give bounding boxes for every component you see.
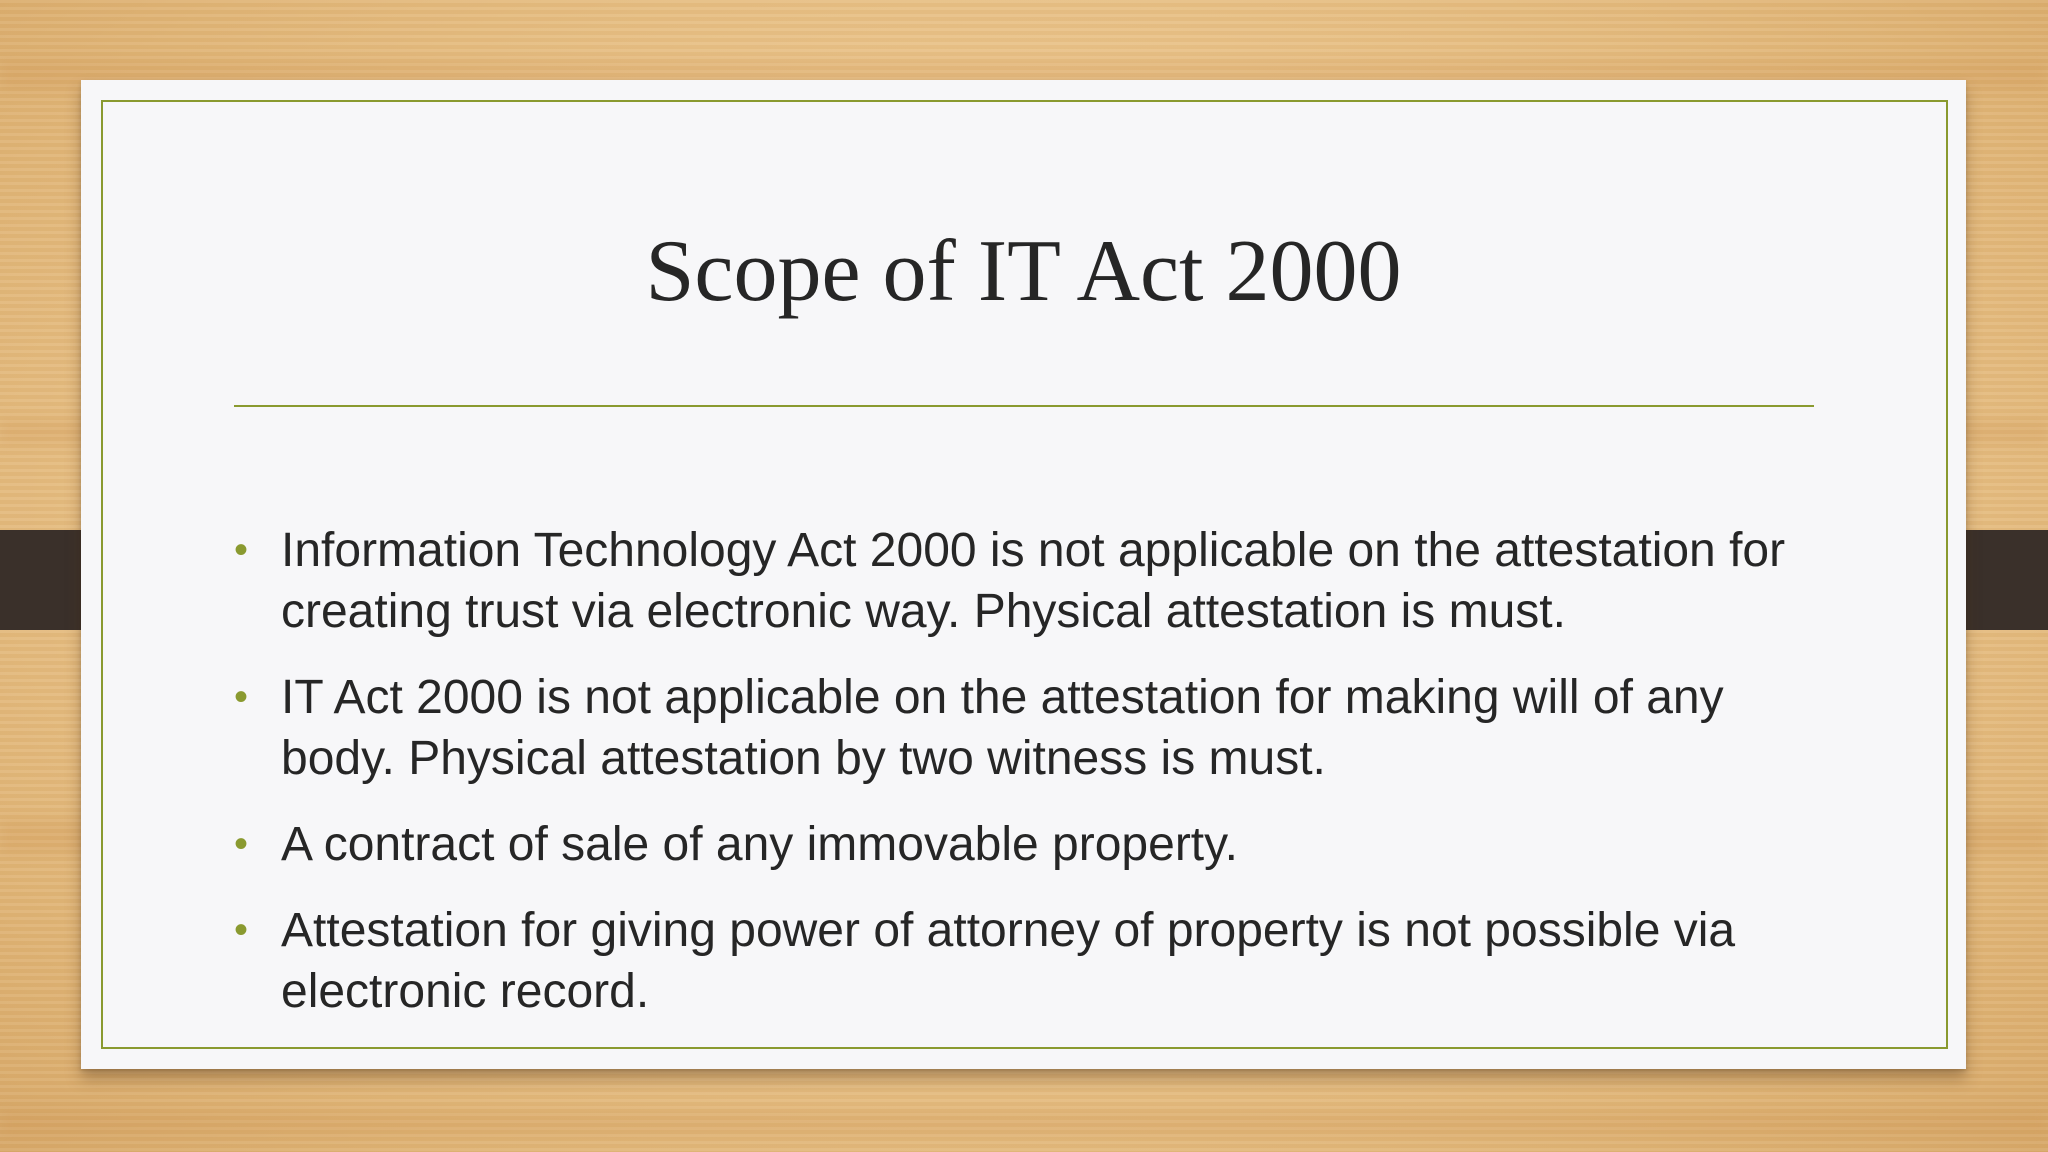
bullet-list: [234, 520, 1834, 1047]
bullet-item: [234, 814, 1834, 875]
bullet-item: [234, 900, 1834, 1022]
bullet-text: Information Technology Act 2000 is not applicable on the attestation for creating trust via electronic way. Physical attestation is must.: [281, 524, 1786, 638]
bullet-icon: •: [234, 675, 249, 719]
bullet-item: [234, 667, 1834, 789]
bullet-icon: •: [234, 528, 249, 572]
bullet-icon: •: [234, 908, 249, 952]
bullet-text: A contract of sale of any immovable property.: [281, 818, 1238, 871]
title-divider: [234, 405, 1814, 407]
slide-card: [81, 80, 1966, 1069]
background-texture: [0, 1110, 2048, 1136]
bullet-text: IT Act 2000 is not applicable on the attestation for making will of any body. Physical attestation by two witness is must.: [281, 671, 1724, 785]
bullet-text: Attestation for giving power of attorney of property is not possible via electronic record.: [281, 904, 1736, 1018]
slide-title: Scope of IT Act 2000: [645, 223, 1402, 320]
bullet-icon: •: [234, 822, 249, 866]
bullet-item: [234, 520, 1834, 642]
